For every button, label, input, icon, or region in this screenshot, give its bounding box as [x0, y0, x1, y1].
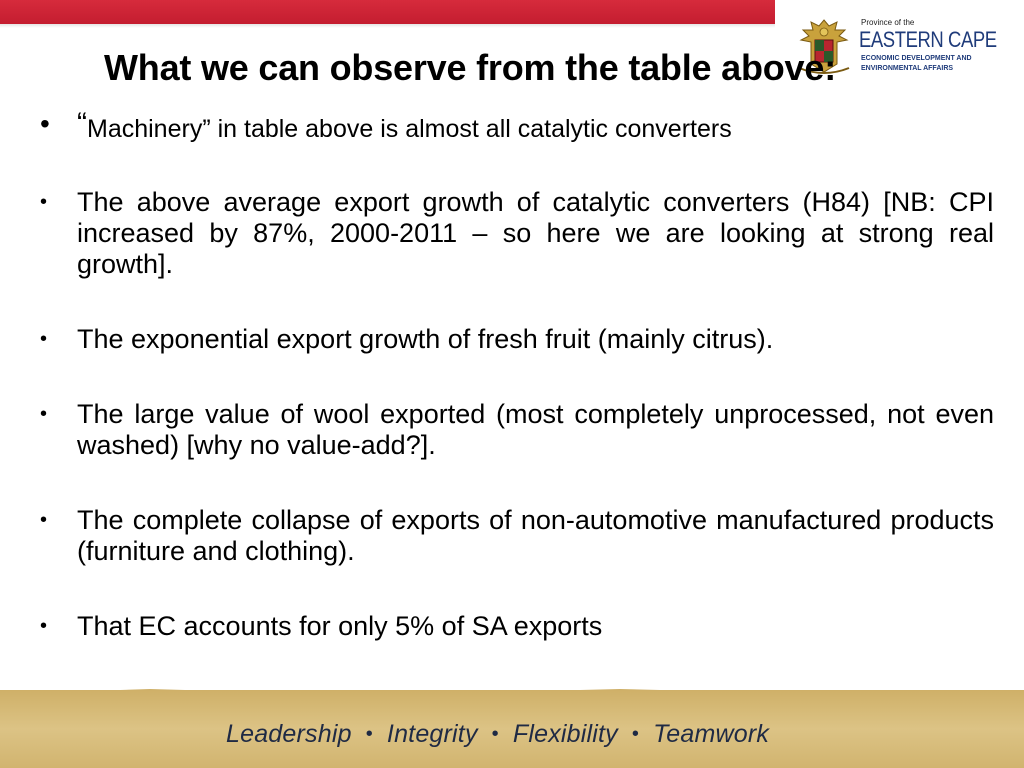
bullet-text: That EC accounts for only 5% of SA exports: [77, 611, 603, 641]
logo-department-line2: ENVIRONMENTAL AFFAIRS: [861, 65, 954, 72]
bullet-text: Machinery” in table above is almost all catalytic converters: [87, 115, 732, 143]
top-bar-shadow: [0, 24, 775, 28]
bullet-item: [40, 187, 994, 280]
footer-value-teamwork: Teamwork: [653, 720, 770, 748]
bullet-item: [40, 108, 994, 145]
bullet-item: [40, 505, 994, 567]
footer-value-leadership: Leadership: [226, 720, 352, 748]
footer-separator: •: [365, 723, 373, 745]
bullet-list: [40, 108, 994, 642]
logo-department-line1: ECONOMIC DEVELOPMENT AND: [861, 55, 972, 62]
bullet-text: The above average export growth of catalytic converters (H84) [NB: CPI increased by 87%, 2000-2011 – so here we are looking at strong real growth].: [77, 187, 994, 279]
footer-separator: •: [631, 723, 640, 745]
bullet-marker: •: [40, 615, 48, 637]
bullet-item: [40, 399, 994, 461]
bullet-marker: •: [40, 328, 48, 350]
logo-province-text: Province of the: [861, 18, 915, 27]
bullet-marker: •: [40, 108, 50, 139]
slide-title: What we can observe from the table above:: [104, 47, 836, 88]
bullet-text: The large value of wool exported (most completely unprocessed, not even washed) [why no value-add?].: [77, 399, 994, 460]
bullet-text: The complete collapse of exports of non-automotive manufactured products (furniture and clothing).: [77, 505, 994, 566]
footer-value-flexibility: Flexibility: [512, 720, 618, 748]
bullet-marker: •: [40, 509, 48, 531]
bullet-text: The exponential export growth of fresh fruit (mainly citrus).: [77, 324, 774, 354]
top-red-bar: [0, 0, 775, 24]
bullet-item: [40, 324, 994, 355]
footer-value-integrity: Integrity: [386, 720, 478, 748]
bullet-marker: •: [40, 191, 48, 213]
open-quote: “: [77, 107, 87, 140]
bullet-marker: •: [40, 403, 48, 425]
logo-name-text: EASTERN CAPE: [859, 27, 997, 52]
footer-values: [226, 720, 769, 749]
footer-separator: •: [491, 723, 499, 745]
bullet-item: [40, 611, 994, 642]
